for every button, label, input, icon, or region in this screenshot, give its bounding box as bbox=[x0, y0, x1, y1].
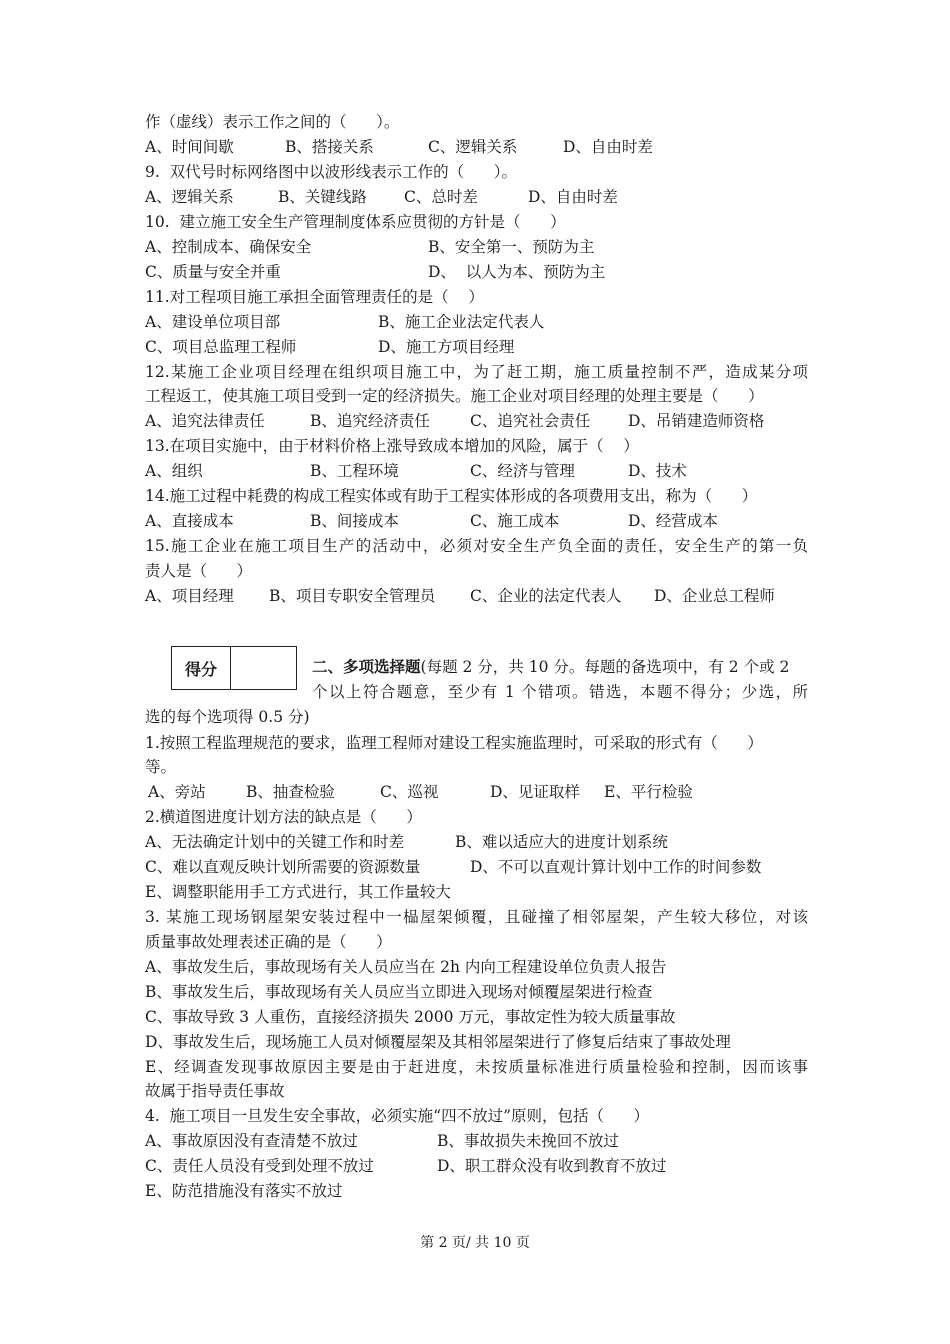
question-15-line-1: 15.施工企业在施工项目生产的活动中，必须对安全生产负全面的责任，安全生产的第一负 bbox=[145, 537, 808, 555]
m1-option-d: D、见证取样 bbox=[490, 783, 580, 801]
q12-option-c: C、追究社会责任 bbox=[470, 412, 591, 430]
q14-option-a: A、直接成本 bbox=[145, 512, 234, 530]
q15-option-c: C、企业的法定代表人 bbox=[470, 587, 622, 605]
m3-option-e-line-2: 故属于指导责任事故 bbox=[145, 1082, 285, 1100]
q9-option-a: A、逻辑关系 bbox=[145, 188, 234, 206]
score-label: 得分 bbox=[172, 647, 231, 689]
multi-question-3-line-2: 质量事故处理表述正确的是（ ） bbox=[145, 933, 392, 951]
q13-option-c: C、经济与管理 bbox=[470, 462, 575, 480]
q10-option-b: B、安全第一、预防为主 bbox=[428, 238, 595, 256]
m3-option-b: B、事故发生后，事故现场有关人员应当立即进入现场对倾覆屋架进行检查 bbox=[145, 983, 653, 1001]
q13-option-d: D、技术 bbox=[628, 462, 687, 480]
m4-option-a: A、事故原因没有查清楚不放过 bbox=[145, 1132, 358, 1150]
m2-option-b: B、难以适应大的进度计划系统 bbox=[455, 833, 668, 851]
q15-option-b: B、项目专职安全管理员 bbox=[269, 587, 436, 605]
q13-option-a: A、组织 bbox=[145, 462, 203, 480]
q8-option-c: C、逻辑关系 bbox=[428, 138, 518, 156]
question-10: 10. 建立施工安全生产管理制度体系应贯彻的方针是（ ） bbox=[145, 213, 566, 231]
m2-option-c: C、难以直观反映计划所需要的资源数量 bbox=[145, 858, 421, 876]
m3-option-e-line-1: E、经调查发现事故原因主要是由于赶进度，未按质量标准进行质量检验和控制，因而该事 bbox=[145, 1058, 808, 1076]
m3-option-d: D、事故发生后，现场施工人员对倾覆屋架及其相邻屋架进行了修复后结束了事故处理 bbox=[145, 1033, 731, 1051]
section-2-title: 二、多项选择题 bbox=[312, 657, 421, 676]
m4-option-e: E、防范措施没有落实不放过 bbox=[145, 1182, 343, 1200]
m1-option-c: C、巡视 bbox=[380, 783, 439, 801]
q8-option-d: D、自由时差 bbox=[563, 138, 653, 156]
q9-option-c: C、总时差 bbox=[404, 188, 478, 206]
m2-option-d: D、不可以直观计算计划中工作的时间参数 bbox=[470, 858, 762, 876]
m3-option-a: A、事故发生后，事故现场有关人员应当在 2h 内向工程建设单位负责人报告 bbox=[145, 958, 667, 976]
question-12-line-2: 工程返工，使其施工项目受到一定的经济损失。施工企业对项目经理的处理主要是（ ） bbox=[145, 387, 764, 405]
multi-question-4: 4. 施工项目一旦发生安全事故，必须实施“四不放过”原则，包括（ ） bbox=[145, 1107, 650, 1125]
q11-option-c: C、项目总监理工程师 bbox=[145, 338, 297, 356]
question-11: 11.对工程项目施工承担全面管理责任的是（ ） bbox=[145, 288, 484, 306]
q8-option-a: A、时间间歇 bbox=[145, 138, 234, 156]
q12-option-d: D、吊销建造师资格 bbox=[628, 412, 765, 430]
question-14: 14.施工过程中耗费的构成工程实体或有助于工程实体形成的各项费用支出，称为（ ） bbox=[145, 487, 758, 505]
m1-option-e: E、平行检验 bbox=[604, 783, 693, 801]
q14-option-c: C、施工成本 bbox=[470, 512, 560, 530]
m2-option-a: A、无法确定计划中的关键工作和时差 bbox=[145, 833, 405, 851]
q9-option-b: B、关键线路 bbox=[278, 188, 367, 206]
m1-option-b: B、抽查检验 bbox=[246, 783, 335, 801]
section-2-instructions-line-3: 选的每个选项得 0.5 分) bbox=[145, 708, 310, 726]
score-value-field[interactable] bbox=[231, 647, 296, 689]
multi-question-1-line-1: 1.按照工程监理规范的要求，监理工程师对建设工程实施监理时，可采取的形式有（ ） bbox=[145, 734, 763, 752]
q11-option-d: D、施工方项目经理 bbox=[378, 338, 515, 356]
q9-option-d: D、自由时差 bbox=[528, 188, 618, 206]
page-number-footer: 第 2 页/ 共 10 页 bbox=[420, 1235, 530, 1251]
multi-question-2: 2.横道图进度计划方法的缺点是（ ） bbox=[145, 808, 422, 826]
m4-option-c: C、责任人员没有受到处理不放过 bbox=[145, 1157, 374, 1175]
section-2-instructions: (每题 2 分，共 10 分。每题的备选项中，有 2 个或 2 bbox=[420, 658, 790, 676]
q10-option-c: C、质量与安全并重 bbox=[145, 263, 281, 281]
q14-option-b: B、间接成本 bbox=[310, 512, 399, 530]
q11-option-b: B、施工企业法定代表人 bbox=[378, 313, 545, 331]
section-2-heading bbox=[312, 657, 808, 677]
q13-option-b: B、工程环境 bbox=[310, 462, 399, 480]
multi-question-1-line-2: 等。 bbox=[145, 758, 177, 776]
q12-option-b: B、追究经济责任 bbox=[310, 412, 430, 430]
q10-option-a: A、控制成本、确保安全 bbox=[145, 238, 312, 256]
m4-option-b: B、事故损失未挽回不放过 bbox=[437, 1132, 619, 1150]
q15-option-a: A、项目经理 bbox=[145, 587, 234, 605]
question-8-stem-continued: 作（虚线）表示工作之间的（ ）。 bbox=[145, 113, 400, 131]
question-15-line-2: 责人是（ ） bbox=[145, 562, 253, 580]
q8-option-b: B、搭接关系 bbox=[285, 138, 374, 156]
m1-option-a: A、旁站 bbox=[148, 783, 206, 801]
multi-question-3-line-1: 3. 某施工现场钢屋架安装过程中一榀屋架倾覆，且碰撞了相邻屋架，产生较大移位，对该 bbox=[145, 908, 808, 926]
section-2-instructions-line-2: 个以上符合题意，至少有 1 个错项。错选，本题不得分；少选，所 bbox=[312, 683, 808, 701]
q10-option-d: D、 以人为本、预防为主 bbox=[428, 263, 606, 281]
score-box bbox=[171, 646, 297, 690]
question-9: 9. 双代号时标网络图中以波形线表示工作的（ ）。 bbox=[145, 163, 517, 181]
m4-option-d: D、职工群众没有收到教育不放过 bbox=[437, 1157, 667, 1175]
q11-option-a: A、建设单位项目部 bbox=[145, 313, 281, 331]
q15-option-d: D、企业总工程师 bbox=[654, 587, 775, 605]
question-13: 13.在项目实施中，由于材料价格上涨导致成本增加的风险，属于（ ） bbox=[145, 437, 639, 455]
question-12-line-1: 12.某施工企业项目经理在组织项目施工中，为了赶工期，施工质量控制不严，造成某分项 bbox=[145, 363, 808, 381]
m2-option-e: E、调整职能用手工方式进行，其工作量较大 bbox=[145, 883, 451, 901]
q14-option-d: D、经营成本 bbox=[628, 512, 718, 530]
m3-option-c: C、事故导致 3 人重伤，直接经济损失 2000 万元，事故定性为较大质量事故 bbox=[145, 1008, 676, 1026]
q12-option-a: A、追究法律责任 bbox=[145, 412, 265, 430]
